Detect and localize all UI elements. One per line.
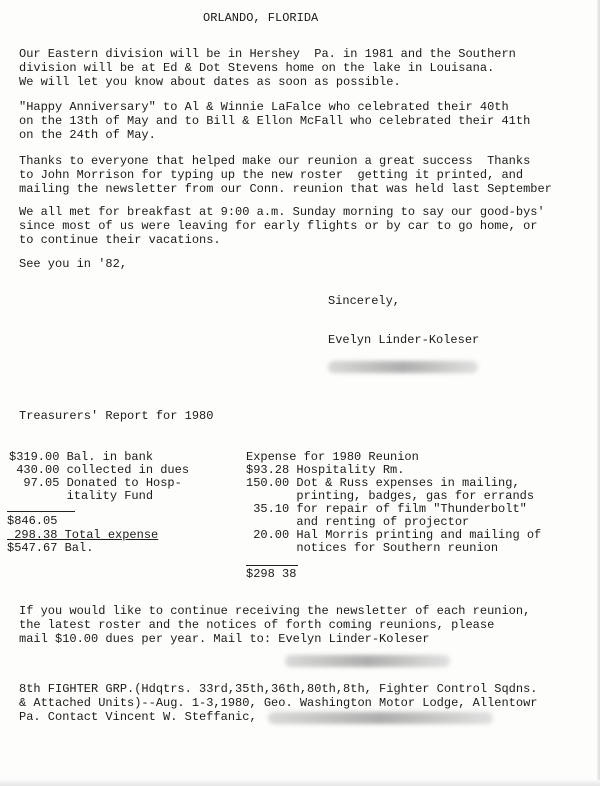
salutation: Sincerely, xyxy=(328,294,401,308)
income-line: $319.00 Bal. in bank xyxy=(9,450,154,464)
total-expense-line: 298.38 Total expense xyxy=(7,528,159,542)
expense-line: and renting of projector xyxy=(246,515,470,529)
expense-line: 35.10 for repair of film "Thunderbolt" xyxy=(246,502,527,516)
text-line: We all met for breakfast at 9:00 a.m. Sunday morning to say our good-bys' xyxy=(19,205,545,219)
text-line: Our Eastern division will be in Hershey Pa. in 1981 and the Southern xyxy=(19,47,516,61)
text-line: on the 24th of May. xyxy=(19,128,156,142)
text-line: If you would like to continue receiving the newsletter of each reunion, xyxy=(19,604,531,618)
text-line: mailing the newsletter from our Conn. reunion that was held last September xyxy=(19,182,552,196)
expenses-total: $298 38 xyxy=(246,567,297,581)
redacted-mail-address xyxy=(285,655,450,667)
expense-line: printing, badges, gas for errands xyxy=(246,489,535,503)
treasurer-title: Treasurers' Report for 1980 xyxy=(19,409,214,423)
heading: ORLANDO, FLORIDA xyxy=(203,11,319,25)
expenses-title: Expense for 1980 Reunion xyxy=(246,450,419,464)
expense-line: $93.28 Hospitality Rm. xyxy=(246,463,405,477)
page-bottom-shadow xyxy=(0,780,600,786)
expense-line: 20.00 Hal Morris printing and mailing of xyxy=(246,528,542,542)
text-line: since most of us were leaving for early flights or by car to go home, or xyxy=(19,219,538,233)
redacted-contact xyxy=(268,712,493,724)
see-you-line: See you in '82, xyxy=(19,257,128,271)
expense-line: notices for Southern reunion xyxy=(246,541,499,555)
income-line: 430.00 collected in dues xyxy=(9,463,190,477)
balance-line: $547.67 Bal. xyxy=(7,541,94,555)
expenses-total-rule xyxy=(246,565,298,566)
text-line: "Happy Anniversary" to Al & Winnie LaFalce who celebrated their 40th xyxy=(19,100,509,114)
expense-line: 150.00 Dot & Russ expenses in mailing, xyxy=(246,476,520,490)
text-line: to continue their vacations. xyxy=(19,233,221,247)
text-line: 8th FIGHTER GRP.(Hdqtrs. 33rd,35th,36th,80th,8th, Fighter Control Sqdns. xyxy=(19,682,538,696)
signature-name: Evelyn Linder-Koleser xyxy=(328,333,480,347)
text-line: We will let you know about dates as soon as possible. xyxy=(19,75,401,89)
text-line: mail $10.00 dues per year. Mail to: Evelyn Linder-Koleser xyxy=(19,632,430,646)
text-line: & Attached Units)--Aug. 1-3,1980, Geo. Washington Motor Lodge, Allentowr xyxy=(19,696,538,710)
text-line: Thanks to everyone that helped make our reunion a great success Thanks xyxy=(19,154,531,168)
subtotal: $846.05 xyxy=(7,514,58,528)
text-line: the latest roster and the notices of forth coming reunions, please xyxy=(19,618,495,632)
income-line: 97.05 Donated to Hosp- xyxy=(9,476,182,490)
income-line: itality Fund xyxy=(9,489,154,503)
text-line: division will be at Ed & Dot Stevens home on the lake in Louisana. xyxy=(19,61,495,75)
text-line: Pa. Contact Vincent W. Steffanic, xyxy=(19,710,257,724)
text-line: to John Morrison for typing up the new roster getting it printed, and xyxy=(19,168,524,182)
subtotal-rule xyxy=(7,511,75,512)
redacted-address xyxy=(328,361,478,373)
text-line: on the 13th of May and to Bill & Ellon McFall who celebrated their 41th xyxy=(19,114,531,128)
